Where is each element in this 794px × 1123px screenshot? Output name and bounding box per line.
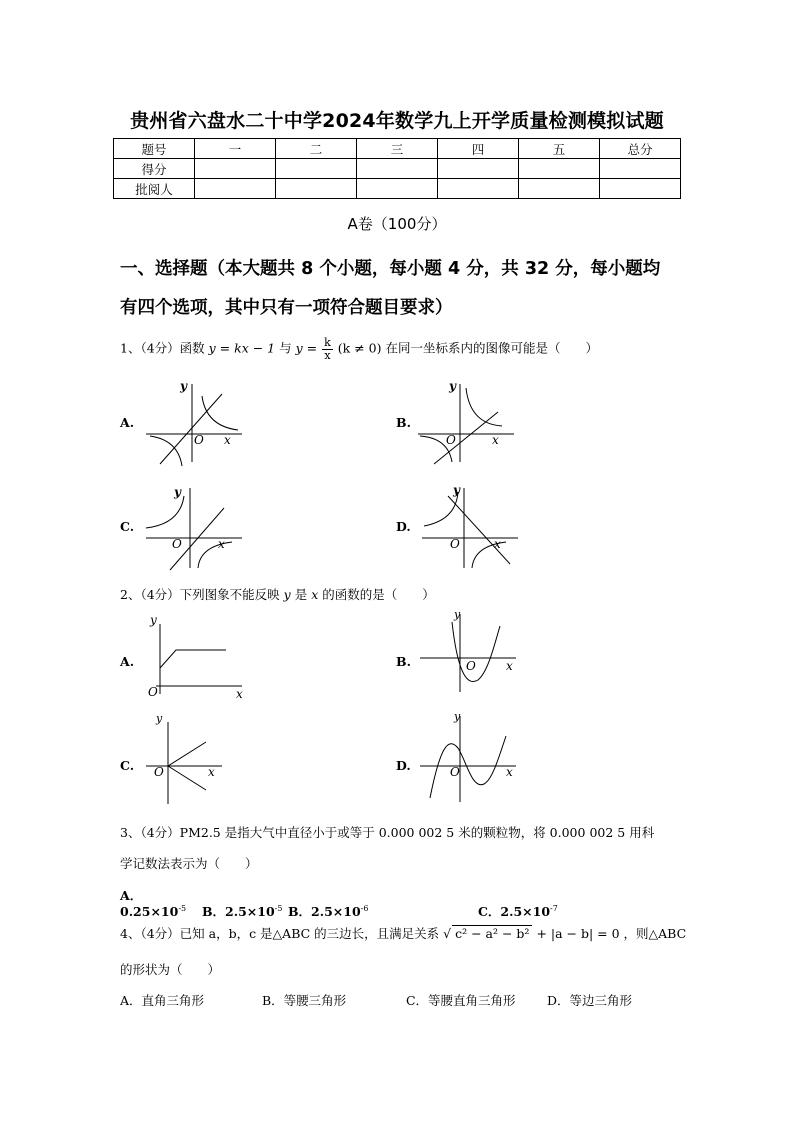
- q2-graph-a: [142, 610, 252, 702]
- table-cell: 批阅人: [114, 179, 195, 199]
- q2-graph-d: [418, 708, 528, 808]
- origin-label: O: [172, 537, 182, 551]
- hyperbola-branch: [472, 542, 506, 568]
- origin-label: O: [446, 433, 456, 447]
- option-b[interactable]: B．$2.5\times 10^{-5}$: [201, 904, 283, 920]
- origin-label: O: [194, 433, 204, 447]
- table-cell[interactable]: [600, 159, 681, 179]
- y-label: y: [174, 485, 181, 499]
- table-cell[interactable]: [276, 159, 357, 179]
- x-label: x: [208, 765, 215, 779]
- score-table-header-row: [114, 139, 681, 159]
- option-label-d[interactable]: D.: [396, 758, 411, 773]
- origin-label: O: [154, 765, 164, 779]
- question-4-stem: 4、（4分）已知 a，b，c 是△ABC 的三边长，且满足关系 √ c² − a² − b² + |a − b| = 0 ，则△ABC: [120, 926, 687, 941]
- q2-graph-b: [418, 606, 528, 698]
- question-3-line1: 3、（4分）PM2.5 是指大气中直径小于或等于 0.000 002 5 米的颗粒物，将 0.000 002 5 用科: [120, 825, 655, 840]
- question-1-stem: 1、（4分）函数 y = kx − 1 与 y = $\frac{k}{x}$ (k ≠ 0) 在同一坐标系内的图像可能是（ ）: [120, 336, 598, 362]
- table-cell: 得分: [114, 159, 195, 179]
- q2-graph-c: [142, 710, 252, 810]
- x-label: x: [494, 537, 501, 551]
- origin-label: O: [466, 659, 476, 673]
- equation-sqrt: √ c² − a² − b²: [443, 926, 532, 941]
- section-heading-line1: 一、选择题（本大题共 8 个小题，每小题 4 分，共 32 分，每小题均: [120, 259, 661, 279]
- table-cell[interactable]: [276, 179, 357, 199]
- hyperbola-branch: [150, 436, 182, 466]
- origin-label: O: [450, 537, 460, 551]
- section-heading-line2: 有四个选项，其中只有一项符合题目要求）: [120, 298, 453, 318]
- table-cell: 四: [438, 139, 519, 159]
- y-label: y: [449, 379, 456, 393]
- equation-inverse-lhs: y =: [295, 340, 318, 356]
- q1-graph-a: [142, 378, 252, 468]
- table-cell: 题号: [114, 139, 195, 159]
- hyperbola-branch: [146, 496, 184, 528]
- origin-label: O: [450, 765, 460, 779]
- option-label-b[interactable]: B.: [396, 415, 411, 430]
- option-a[interactable]: A．$0.25\times 10^{-5}$: [120, 888, 187, 920]
- table-cell[interactable]: [195, 179, 276, 199]
- equation-linear: y = kx − 1: [208, 340, 276, 356]
- table-cell: 总分: [600, 139, 681, 159]
- hyperbola-branch: [466, 388, 502, 426]
- x-label: x: [506, 659, 513, 673]
- x-label: x: [218, 537, 225, 551]
- line-graph: [434, 412, 498, 464]
- origin-label: O: [148, 685, 158, 699]
- piecewise-graph: [160, 650, 226, 668]
- hyperbola-branch: [424, 492, 458, 526]
- table-cell[interactable]: [195, 159, 276, 179]
- option-label-a[interactable]: A.: [120, 415, 135, 430]
- line-graph: [448, 496, 510, 564]
- y-label: y: [156, 712, 163, 725]
- table-cell[interactable]: [357, 179, 438, 199]
- hyperbola-branch: [198, 542, 232, 568]
- score-table-row: [114, 159, 681, 179]
- y-label: y: [453, 483, 460, 497]
- table-cell[interactable]: [438, 179, 519, 199]
- volume-heading: A卷（100分）: [347, 215, 447, 233]
- cubic-graph: [430, 736, 506, 798]
- option-b[interactable]: B．等腰三角形: [261, 993, 347, 1008]
- option-label-c[interactable]: C.: [120, 758, 135, 773]
- table-cell[interactable]: [438, 159, 519, 179]
- fraction: $\frac{k}{x}$: [324, 336, 331, 362]
- x-label: x: [224, 433, 231, 447]
- table-cell[interactable]: [357, 159, 438, 179]
- page-title: 贵州省六盘水二十中学2024年数学九上开学质量检测模拟试题: [130, 110, 664, 132]
- x-label: x: [236, 687, 243, 701]
- table-cell: 二: [276, 139, 357, 159]
- line-graph: [160, 394, 222, 464]
- table-cell: 三: [357, 139, 438, 159]
- option-d[interactable]: D．等边三角形: [546, 993, 632, 1008]
- y-label: y: [180, 379, 187, 393]
- question-4-line2: 的形状为（ ）: [120, 962, 221, 977]
- ray-graph: [168, 742, 206, 766]
- equation-abs: + |a − b| = 0: [536, 926, 620, 941]
- question-4-options: [120, 991, 780, 1009]
- table-cell: 五: [519, 139, 600, 159]
- question-3-options: [120, 886, 780, 920]
- x-label: x: [492, 433, 499, 447]
- table-cell[interactable]: [519, 159, 600, 179]
- parabola-graph: [452, 622, 500, 682]
- y-label: y: [454, 710, 461, 723]
- option-label-d[interactable]: D.: [396, 519, 411, 534]
- option-a[interactable]: A．直角三角形: [120, 993, 205, 1008]
- option-c[interactable]: C．等腰直角三角形: [405, 993, 516, 1008]
- option-label-b[interactable]: B.: [396, 654, 411, 669]
- table-cell: 一: [195, 139, 276, 159]
- q1-graph-d: [418, 482, 528, 572]
- y-label: y: [454, 608, 461, 621]
- q1-graph-b: [414, 378, 524, 468]
- x-label: x: [506, 765, 513, 779]
- score-table-row: [114, 179, 681, 199]
- option-c[interactable]: C．$2.5\times 10^{-7}$: [477, 904, 558, 920]
- hyperbola-branch: [202, 396, 238, 430]
- table-cell[interactable]: [600, 179, 681, 199]
- option-b-alt[interactable]: B．$2.5\times 10^{-6}$: [287, 904, 369, 920]
- q1-graph-c: [142, 482, 252, 572]
- y-label: y: [150, 613, 157, 627]
- option-label-c[interactable]: C.: [120, 519, 135, 534]
- question-2-stem: 2、（4分）下列图象不能反映 y 是 x 的函数的是（ ）: [120, 587, 435, 602]
- table-cell[interactable]: [519, 179, 600, 199]
- option-label-a[interactable]: A.: [120, 654, 135, 669]
- ray-graph: [168, 766, 206, 790]
- question-3-line2: 学记数法表示为（ ）: [120, 856, 258, 871]
- equation-condition: (k ≠ 0): [337, 340, 382, 356]
- score-table: [113, 138, 681, 199]
